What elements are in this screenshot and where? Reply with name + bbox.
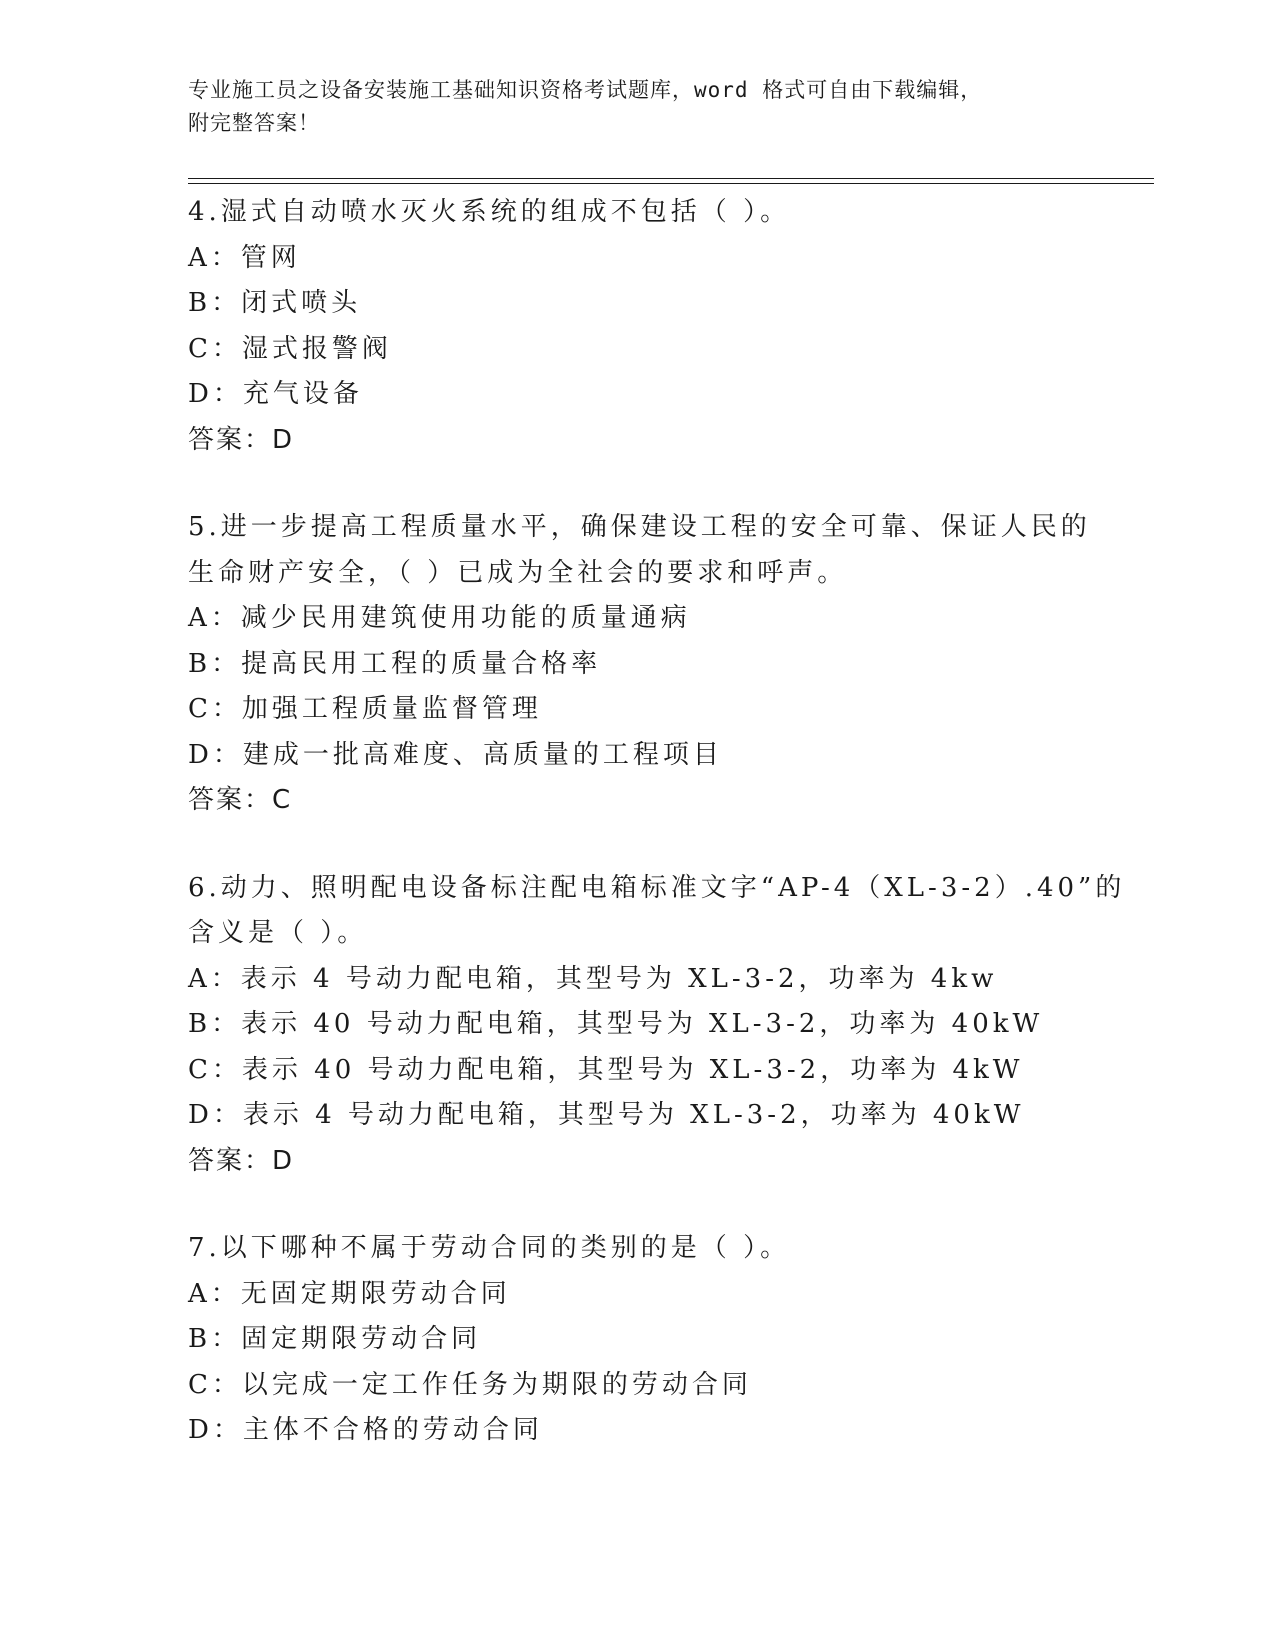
question-stem: 5.进一步提高工程质量水平，确保建设工程的安全可靠、保证人民的 (188, 512, 1091, 542)
answer-line: 答案：D (188, 1145, 295, 1176)
question-stem: 7.以下哪种不属于劳动合同的类别的是（ ）。 (188, 1233, 791, 1263)
question-4 (188, 190, 1148, 463)
option-a: A：无固定期限劳动合同 (188, 1278, 511, 1309)
question-list (188, 190, 1148, 1496)
option-a: A：减少民用建筑使用功能的质量通病 (188, 603, 691, 633)
header-divider-top (188, 178, 1154, 179)
question-stem-continued: 生命财产安全，（ ）已成为全社会的要求和呼声。 (188, 557, 848, 588)
option-b: B：固定期限劳动合同 (188, 1324, 482, 1354)
option-d: D：主体不合格的劳动合同 (188, 1415, 543, 1445)
option-a: A：表示 4 号动力配电箱，其型号为 XL-3-2，功率为 4kw (188, 963, 998, 994)
option-c: C：湿式报警阀 (188, 333, 392, 364)
option-b: B：提高民用工程的质量合格率 (188, 648, 602, 679)
option-a: A：管网 (188, 242, 301, 273)
question-stem: 6.动力、照明配电设备标注配电箱标准文字“AP-4（XL-3-2）.40”的 (188, 872, 1126, 903)
header-line-1: 专业施工员之设备安装施工基础知识资格考试题库，word 格式可自由下载编辑， (188, 78, 983, 102)
option-d: D：充气设备 (188, 379, 363, 409)
option-b: B：表示 40 号动力配电箱，其型号为 XL-3-2，功率为 40kW (188, 1009, 1044, 1039)
answer-line: 答案：D (188, 424, 295, 455)
header-divider-bottom (188, 183, 1154, 184)
question-5 (188, 505, 1148, 824)
answer-line: 答案：C (188, 785, 293, 815)
question-7 (188, 1226, 1148, 1454)
question-stem-continued: 含义是（ ）。 (188, 918, 368, 948)
header-line-2: 附完整答案！ (188, 111, 320, 135)
question-6 (188, 866, 1148, 1185)
option-c: C：加强工程质量监督管理 (188, 694, 542, 724)
document-header (188, 74, 1088, 140)
option-b: B：闭式喷头 (188, 288, 362, 318)
question-stem: 4.湿式自动喷水灭火系统的组成不包括（ ）。 (188, 197, 791, 227)
option-d: D：表示 4 号动力配电箱，其型号为 XL-3-2，功率为 40kW (188, 1100, 1025, 1130)
option-c: C：表示 40 号动力配电箱，其型号为 XL-3-2，功率为 4kW (188, 1054, 1024, 1085)
option-c: C：以完成一定工作任务为期限的劳动合同 (188, 1369, 752, 1400)
option-d: D：建成一批高难度、高质量的工程项目 (188, 739, 723, 770)
